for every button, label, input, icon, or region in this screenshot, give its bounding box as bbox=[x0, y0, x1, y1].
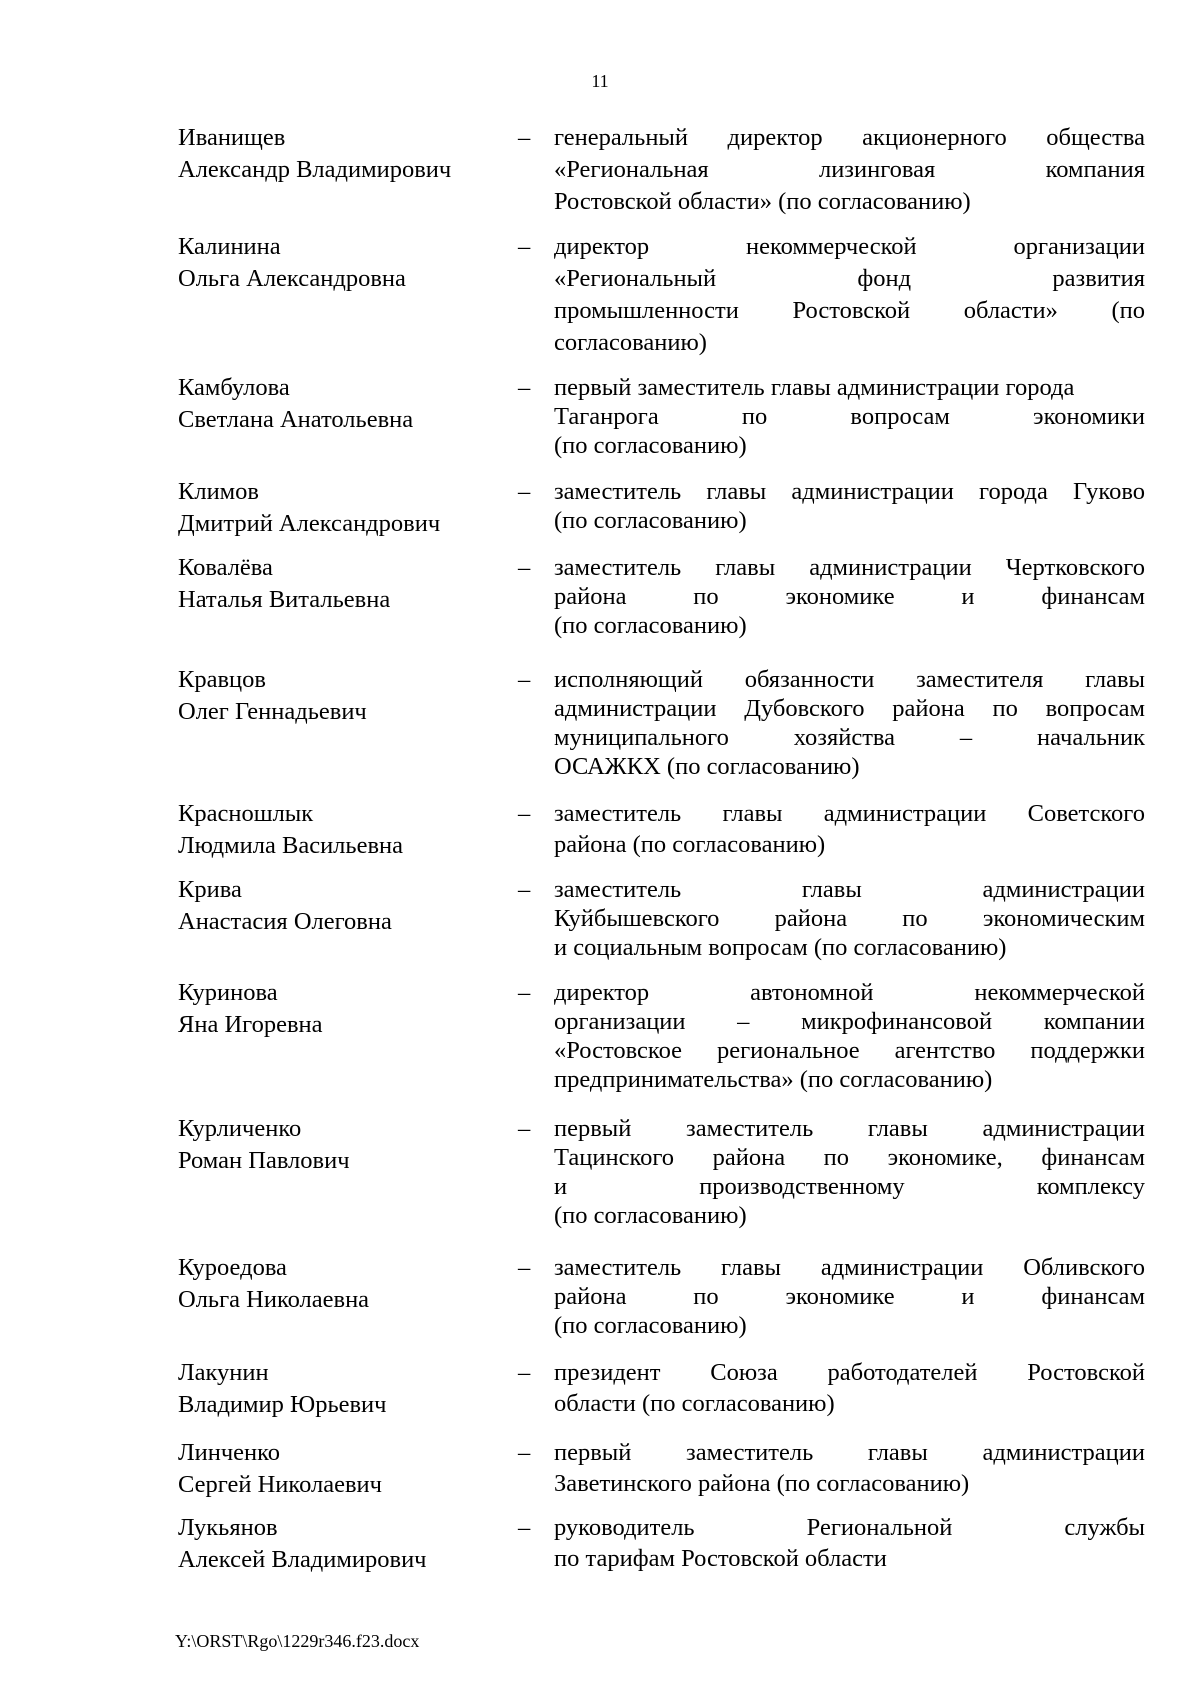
footer-file-path: Y:\ORST\Rgo\1229r346.f23.docx bbox=[175, 1631, 420, 1651]
position-line: Ростовской области» (по согласованию) bbox=[554, 188, 971, 215]
position-line: и социальным вопросам (по согласованию) bbox=[554, 934, 1007, 961]
position-line: заместитель главы администрации города Гуково bbox=[554, 478, 1145, 505]
member-surname: Курличенко bbox=[178, 1115, 302, 1142]
member-surname: Ковалёва bbox=[178, 554, 273, 581]
dash-separator: – bbox=[518, 124, 531, 151]
member-given-names: Ольга Александровна bbox=[178, 265, 406, 292]
position-line: (по согласованию) bbox=[554, 432, 747, 459]
member-surname: Куринова bbox=[178, 979, 278, 1006]
position-line: заместитель главы администрации Советского bbox=[554, 800, 1145, 827]
dash-separator: – bbox=[518, 1115, 531, 1142]
position-line: предпринимательства» (по согласованию) bbox=[554, 1066, 993, 1093]
position-line: Заветинского района (по согласованию) bbox=[554, 1470, 970, 1497]
position-line: (по согласованию) bbox=[554, 1312, 747, 1339]
member-surname: Куроедова bbox=[178, 1254, 287, 1281]
member-surname: Камбулова bbox=[178, 374, 290, 401]
member-given-names: Дмитрий Александрович bbox=[178, 510, 441, 537]
position-line: первый заместитель главы администрации bbox=[554, 1115, 1145, 1142]
position-line: ОСАЖКХ (по согласованию) bbox=[554, 753, 860, 780]
dash-separator: – bbox=[518, 666, 531, 693]
position-line: и производственному комплексу bbox=[554, 1173, 1145, 1200]
member-given-names: Алексей Владимирович bbox=[178, 1546, 427, 1573]
member-given-names: Анастасия Олеговна bbox=[178, 908, 392, 935]
member-surname: Линченко bbox=[178, 1439, 281, 1466]
position-line: района (по согласованию) bbox=[554, 831, 826, 858]
member-given-names: Александр Владимирович bbox=[178, 156, 452, 183]
member-surname: Кравцов bbox=[178, 666, 266, 693]
position-line: (по согласованию) bbox=[554, 507, 747, 534]
dash-separator: – bbox=[518, 1439, 531, 1466]
dash-separator: – bbox=[518, 374, 531, 401]
position-line: Тацинского района по экономике, финансам bbox=[554, 1144, 1145, 1171]
dash-separator: – bbox=[518, 800, 531, 827]
member-given-names: Сергей Николаевич bbox=[178, 1471, 382, 1498]
position-line: организации – микрофинансовой компании bbox=[554, 1008, 1145, 1035]
member-surname: Лукьянов bbox=[178, 1514, 278, 1541]
dash-separator: – bbox=[518, 233, 531, 260]
page-number: 11 bbox=[591, 71, 609, 91]
member-given-names: Владимир Юрьевич bbox=[178, 1391, 387, 1418]
dash-separator: – bbox=[518, 1359, 531, 1386]
dash-separator: – bbox=[518, 876, 531, 903]
position-line: генеральный директор акционерного общества bbox=[554, 124, 1145, 151]
member-surname: Калинина bbox=[178, 233, 281, 260]
position-line: директор автономной некоммерческой bbox=[554, 979, 1145, 1006]
dash-separator: – bbox=[518, 1254, 531, 1281]
position-line: первый заместитель главы администрации города bbox=[554, 374, 1075, 401]
position-line: руководитель Региональной службы bbox=[554, 1514, 1145, 1541]
dash-separator: – bbox=[518, 478, 531, 505]
member-surname: Крива bbox=[178, 876, 242, 903]
member-given-names: Ольга Николаевна bbox=[178, 1286, 370, 1313]
position-line: заместитель главы администрации Чертковского bbox=[554, 554, 1145, 581]
position-line: первый заместитель главы администрации bbox=[554, 1439, 1145, 1466]
member-given-names: Светлана Анатольевна bbox=[178, 406, 414, 433]
position-line: муниципального хозяйства – начальник bbox=[554, 724, 1145, 751]
member-surname: Климов bbox=[178, 478, 260, 505]
position-line: по тарифам Ростовской области bbox=[554, 1545, 887, 1572]
position-line: заместитель главы администрации Обливского bbox=[554, 1254, 1145, 1281]
position-line: района по экономике и финансам bbox=[554, 583, 1145, 610]
position-line: «Региональный фонд развития bbox=[554, 265, 1145, 292]
member-given-names: Яна Игоревна bbox=[178, 1011, 323, 1038]
position-line: области (по согласованию) bbox=[554, 1390, 835, 1417]
position-line: заместитель главы администрации bbox=[554, 876, 1145, 903]
member-surname: Красношлык bbox=[178, 800, 314, 827]
position-line: Куйбышевского района по экономическим bbox=[554, 905, 1145, 932]
position-line: (по согласованию) bbox=[554, 612, 747, 639]
position-line: директор некоммерческой организации bbox=[554, 233, 1145, 260]
member-given-names: Роман Павлович bbox=[178, 1147, 350, 1174]
position-line: «Региональная лизинговая компания bbox=[554, 156, 1145, 183]
dash-separator: – bbox=[518, 1514, 531, 1541]
member-given-names: Наталья Витальевна bbox=[178, 586, 391, 613]
member-surname: Иванищев bbox=[178, 124, 286, 151]
position-line: района по экономике и финансам bbox=[554, 1283, 1145, 1310]
position-line: согласованию) bbox=[554, 329, 707, 356]
member-surname: Лакунин bbox=[178, 1359, 269, 1386]
position-line: администрации Дубовского района по вопросам bbox=[554, 695, 1145, 722]
position-line: (по согласованию) bbox=[554, 1202, 747, 1229]
position-line: Таганрога по вопросам экономики bbox=[554, 403, 1145, 430]
position-line: промышленности Ростовской области» (по bbox=[554, 297, 1145, 324]
position-line: президент Союза работодателей Ростовской bbox=[554, 1359, 1145, 1386]
position-line: исполняющий обязанности заместителя главы bbox=[554, 666, 1145, 693]
dash-separator: – bbox=[518, 979, 531, 1006]
member-given-names: Олег Геннадьевич bbox=[178, 698, 367, 725]
dash-separator: – bbox=[518, 554, 531, 581]
position-line: «Ростовское региональное агентство поддержки bbox=[554, 1037, 1145, 1064]
member-given-names: Людмила Васильевна bbox=[178, 832, 404, 859]
